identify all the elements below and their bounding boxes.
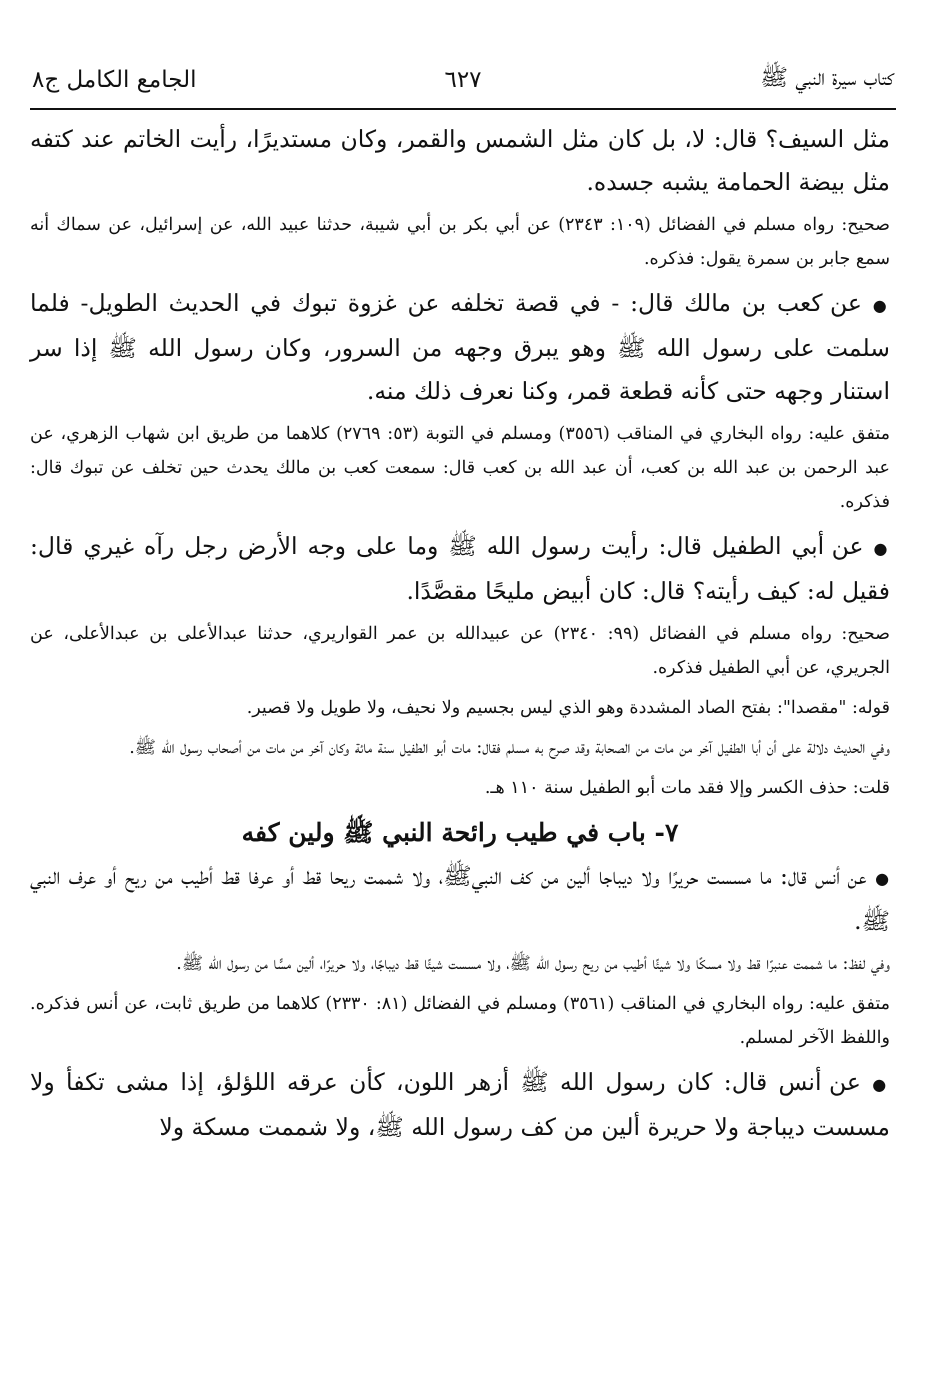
paragraph-commentary: قوله: "مقصدا": بفتح الصاد المشددة وهو الذي ليس بجسيم ولا نحيف، ولا طويل ولا قصير.: [246, 698, 890, 718]
paragraph-takhrij: صحيح: رواه مسلم في الفضائل (٩٩: ٢٣٤٠) عن عبيدالله بن عمر القواريري، حدثنا عبدالأعلى بن عبدالأعلى، عن الجريري، عن أبي الطفيل فذكره.: [30, 624, 890, 678]
header-rule: [30, 108, 896, 110]
page-number: ٦٢٧: [444, 67, 482, 93]
bullet-icon: ●: [872, 1075, 890, 1094]
header-volume-title: الجامع الكامل ج٨: [32, 67, 197, 93]
page-body: [30, 118, 890, 1153]
paragraph-commentary: قلت: حذف الكسر وإلا فقد مات أبو الطفيل سنة ١١٠ هـ.: [484, 778, 890, 798]
paragraph-hadith-text: ● عن أبي الطفيل قال: رأيت رسول الله ﷺ وما على وجه الأرض رجل رآه غيري قال: فقيل له: كيف رأيته؟ قال: كان أبيض مليحًا مقصَّدًا.: [30, 532, 890, 605]
paragraph-hadith-text: ● عن كعب بن مالك قال: - في قصة تخلفه عن غزوة تبوك في الحديث الطويل- فلما سلمت على رسول الله ﷺ وهو يبرق وجهه من السرور، وكان رسول الله ﷺ إذا سر استنار وجهه حتى كأنه قطعة قمر، وكنا نعرف ذلك منه.: [30, 289, 890, 405]
chapter-heading: ٧- باب في طيب رائحة النبي ﷺ ولين كفه: [241, 818, 679, 847]
paragraph-hadith-text: مثل السيف؟ قال: لا، بل كان مثل الشمس والقمر، وكان مستديرًا، رأيت الخاتم عند كتفه مثل بيضة الحمامة يشبه جسده.: [30, 125, 890, 196]
running-header: [32, 60, 894, 100]
paragraph-takhrij: متفق عليه: رواه البخاري في المناقب (٣٥٥٦) ومسلم في التوبة (٥٣: ٢٧٦٩) كلاهما من طريق ابن شهاب الزهري، عن عبد الرحمن بن عبد الله بن كعب، أن عبد الله بن كعب قال: سمعت كعب بن مالك يحدث حين تخلف عن تبوك قال: فذكره.: [30, 424, 890, 512]
paragraph-commentary: وفي الحديث دلالة على أن أبا الطفيل آخر من مات من الصحابة وقد صرح به مسلم فقال: مات أبو الطفيل سنة مائة وكان آخر من مات من أصحاب رسول الله ﷺ.: [129, 738, 890, 758]
bullet-icon: ●: [872, 296, 890, 315]
paragraph-hadith-text: ● عن أنس قال: كان رسول الله ﷺ أزهر اللون، كأن عرقه اللؤلؤ، إذا مشى تكفأ ولا مسست ديباجة ولا حريرة ألين من كف رسول الله ﷺ، ولا شممت مسكة ولا: [30, 1068, 890, 1141]
header-book-title: كتاب سيرة النبي ﷺ: [760, 65, 894, 91]
paragraph-variant-wording: وفي لفظ: ما شممت عنبرًا قط ولا مسكًا ولا شيئًا أطيب من ريح رسول الله ﷺ، ولا مسست شيئًا قط ديباجًا، ولا حريرًا، ألين مسًّا من رسول الله ﷺ.: [176, 954, 890, 974]
bullet-icon: ●: [875, 869, 890, 888]
bullet-icon: ●: [873, 539, 890, 558]
paragraph-takhrij: متفق عليه: رواه البخاري في المناقب (٣٥٦١) ومسلم في الفضائل (٨١: ٢٣٣٠) كلاهما من طريق ثابت، عن أنس فذكره. واللفظ الآخر لمسلم.: [30, 994, 890, 1048]
paragraph-takhrij: صحيح: رواه مسلم في الفضائل (١٠٩: ٢٣٤٣) عن أبي بكر بن أبي شيبة، حدثنا عبيد الله، عن إسرائيل، عن سماك أنه سمع جابر بن سمرة يقول: فذكره.: [30, 215, 890, 269]
paragraph-hadith-text: ● عن أنس قال: ما مسست حريرًا ولا ديباجا ألين من كف النبيﷺ، ولا شممت ريحا قط أو عرفا قط أطيب من ريح أو عرف النبي ﷺ.: [30, 862, 890, 935]
